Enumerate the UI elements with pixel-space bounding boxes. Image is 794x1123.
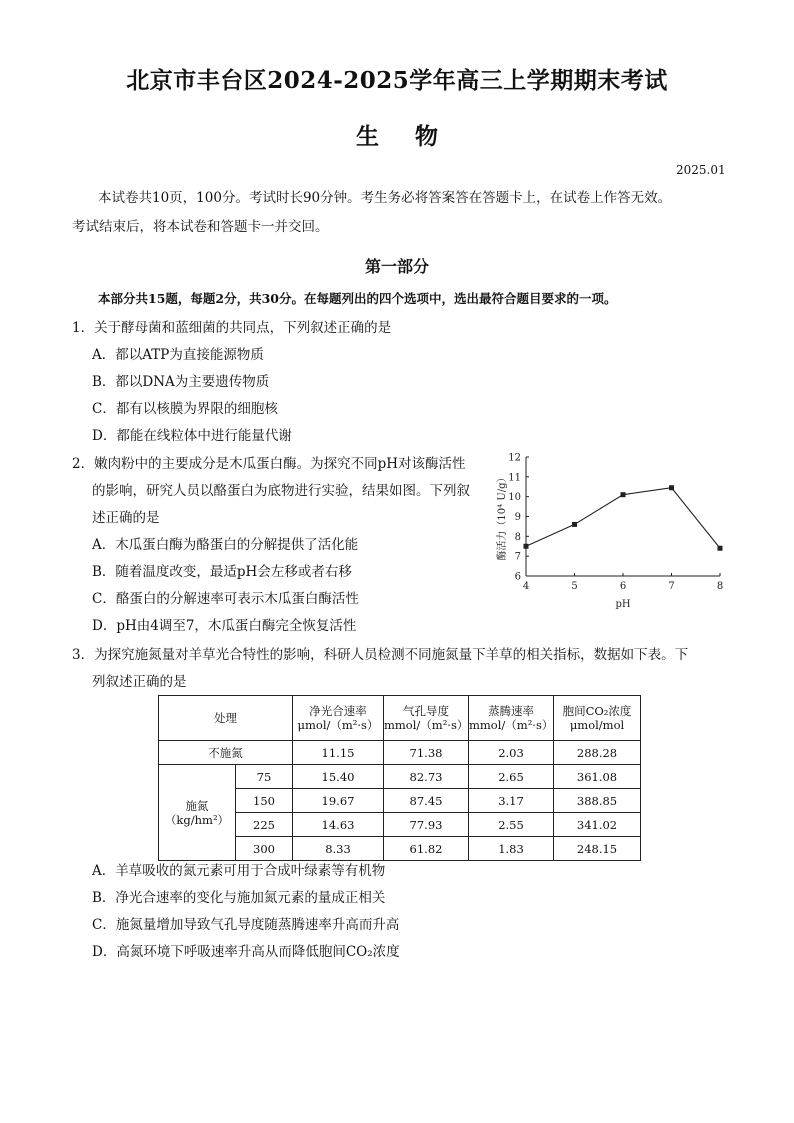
x-tick-label: 4 [522, 581, 530, 592]
q2-stem-line-3: 述正确的是 [92, 510, 160, 526]
q2-option-a: A．木瓜蛋白酶为酪蛋白的分解提供了活化能 [92, 537, 359, 553]
level-cell: 150 [236, 789, 293, 813]
q2-option-c: C．酪蛋白的分解速率可表示木瓜蛋白酶活性 [92, 591, 359, 607]
y-tick-label: 12 [508, 452, 521, 464]
level-cell: 225 [236, 813, 293, 837]
table-corner-cell: 处理 [159, 696, 293, 741]
y-tick-label: 10 [508, 492, 521, 504]
table-cell: 288.28 [554, 741, 641, 765]
table-cell: 82.73 [384, 765, 469, 789]
subject-title: 生物 [356, 123, 474, 150]
header-name: 气孔导度 [403, 704, 449, 718]
header-name: 净光合速率 [309, 704, 367, 718]
q2-option-d: D．pH由4调至7，木瓜蛋白酶完全恢复活性 [92, 618, 357, 634]
table-cell: 2.03 [469, 741, 554, 765]
x-tick-label: 7 [668, 581, 675, 592]
x-tick-label: 6 [619, 581, 627, 592]
table-header-cell [293, 696, 384, 741]
q3-option-a: A．羊草吸收的氮元素可用于合成叶绿素等有机物 [92, 863, 386, 879]
header-name: 胞间CO₂浓度 [562, 704, 632, 718]
x-tick-label: 8 [716, 581, 724, 592]
table-cell: 1.83 [469, 837, 554, 861]
chart-axes [526, 457, 720, 576]
chart-ticks [508, 453, 723, 593]
table-cell: 71.38 [384, 741, 469, 765]
table-cell: 8.33 [293, 837, 384, 861]
q3-option-d: D．高氮环境下呼吸速率升高从而降低胞间CO₂浓度 [92, 944, 400, 960]
q3-option-c: C．施氮量增加导致气孔导度随蒸腾速率升高而升高 [92, 917, 400, 933]
header-name: 蒸腾速率 [488, 704, 534, 718]
header-unit: mmol/（m²·s） [384, 718, 469, 732]
q3-stem-line-2: 列叙述正确的是 [92, 674, 187, 690]
table-cell: 3.17 [469, 789, 554, 813]
y-tick-label: 6 [514, 571, 521, 583]
level-cell: 300 [236, 837, 293, 861]
q2-stem-line-1: 2．嫩肉粉中的主要成分是木瓜蛋白酶。为探究不同pH对该酶活性 [72, 456, 466, 472]
table-cell: 15.40 [293, 765, 384, 789]
table-header-cell [469, 696, 554, 741]
table-cell: 61.82 [384, 837, 469, 861]
enzyme-activity-chart [494, 450, 734, 615]
q1-option-d: D．都能在线粒体中进行能量代谢 [92, 428, 292, 444]
control-label-cell: 不施氮 [159, 741, 293, 765]
table-header-row [159, 696, 641, 741]
nitrogen-data-table [158, 695, 641, 861]
table-header-cell [384, 696, 469, 741]
q1-option-b: B．都以DNA为主要遗传物质 [92, 374, 270, 390]
group-label-cell [159, 765, 236, 861]
table-cell: 248.15 [554, 837, 641, 861]
y-tick-label: 9 [514, 512, 521, 523]
group-label: 施氮 [185, 798, 209, 813]
level-cell: 75 [236, 765, 293, 789]
q1-option-c: C．都有以核膜为界限的细胞核 [92, 401, 278, 417]
chart-points [524, 485, 723, 550]
x-tick-label: 5 [571, 581, 578, 592]
table-cell: 361.08 [554, 765, 641, 789]
header-unit: μmol/mol [569, 718, 625, 732]
y-tick-label: 8 [514, 531, 521, 543]
table-cell: 77.93 [384, 813, 469, 837]
data-point [669, 485, 674, 490]
header-unit: mmol/（m²·s） [469, 718, 554, 732]
table-cell: 2.55 [469, 813, 554, 837]
x-axis-label: pH [615, 599, 631, 610]
q2-option-b: B．随着温度改变，最适pH会左移或者右移 [92, 564, 352, 580]
table-cell: 14.63 [293, 813, 384, 837]
table-cell: 11.15 [293, 741, 384, 765]
intro-line-2: 考试结束后，将本试卷和答题卡一并交回。 [72, 219, 329, 235]
y-tick-label: 11 [508, 472, 521, 484]
table-row-control [159, 741, 641, 765]
section-title: 第一部分 [364, 257, 429, 276]
q3-option-b: B．净光合速率的变化与施加氮元素的量成正相关 [92, 890, 386, 906]
data-point [621, 492, 626, 497]
y-tick-label: 7 [514, 551, 521, 563]
exam-date: 2025.01 [676, 163, 726, 177]
table-cell: 341.02 [554, 813, 641, 837]
header-unit: μmol/（m²·s） [297, 718, 379, 732]
group-unit: （kg/hm²） [164, 812, 230, 827]
q1-stem: 1．关于酵母菌和蓝细菌的共同点，下列叙述正确的是 [72, 320, 392, 336]
table-header-cell [554, 696, 641, 741]
table-cell: 19.67 [293, 789, 384, 813]
y-axis-label: 酶活力（10⁴ U/g） [497, 472, 508, 561]
exam-title: 北京市丰台区2024-2025学年高三上学期期末考试 [126, 67, 668, 94]
q3-stem-line-1: 3．为探究施氮量对羊草光合特性的影响，科研人员检测不同施氮量下羊草的相关指标，数据如下表。下 [72, 647, 689, 663]
intro-line-1: 本试卷共10页，100分。考试时长90分钟。考生务必将答案答在答题卡上，在试卷上作答无效。 [98, 190, 672, 206]
table-cell: 87.45 [384, 789, 469, 813]
data-point [524, 544, 529, 549]
q1-option-a: A．都以ATP为直接能源物质 [92, 347, 264, 363]
table-cell: 388.85 [554, 789, 641, 813]
table-row [159, 765, 641, 789]
q2-stem-line-2: 的影响，研究人员以酪蛋白为底物进行实验，结果如图。下列叙 [92, 483, 470, 499]
data-point [718, 546, 723, 551]
table-cell: 2.65 [469, 765, 554, 789]
data-point [572, 522, 577, 527]
section-instruction: 本部分共15题，每题2分，共30分。在每题列出的四个选项中，选出最符合题目要求的一项。 [98, 291, 617, 306]
